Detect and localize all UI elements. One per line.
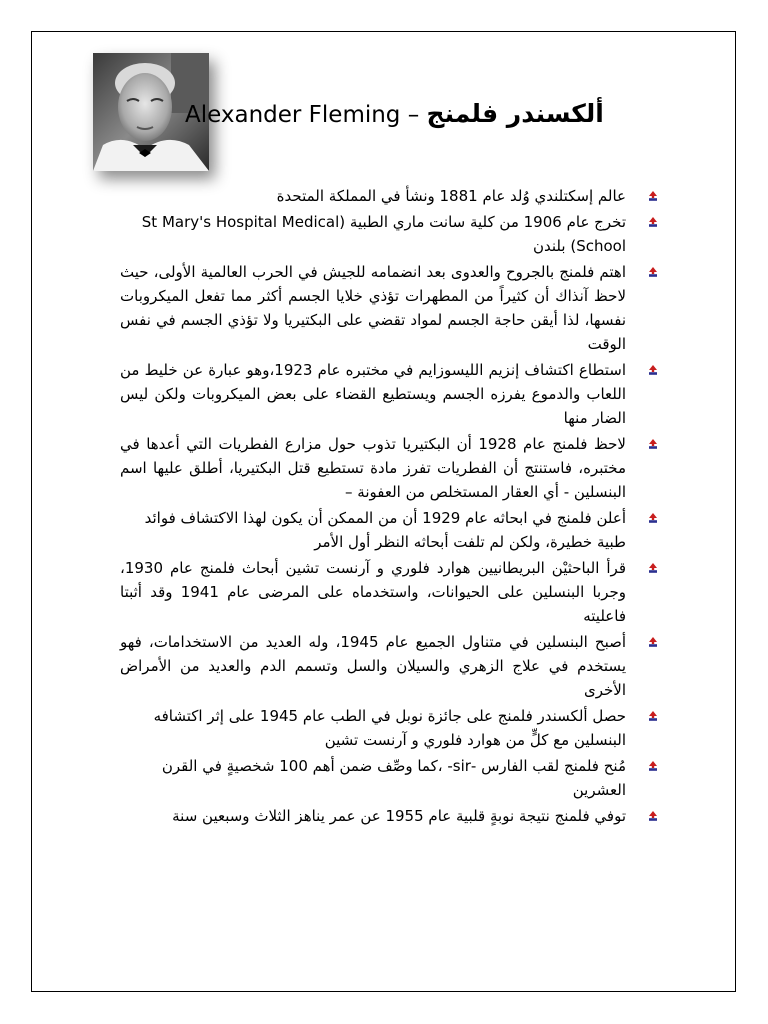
list-item <box>120 754 668 802</box>
arrow-bullet-icon <box>648 267 658 277</box>
list-item-text: تخرج عام 1906 من كلية سانت ماري الطبية (St Mary's Hospital Medical School) بلندن <box>141 213 626 255</box>
title-separator: – <box>400 102 427 128</box>
list-item-text: لاحظ فلمنج عام 1928 أن البكتيريا تذوب حول مزارع الفطريات التي أعدها في مختبره، فاستنتج أن الفطريات تفرز مادة تستطيع قتل البكتيريا، أطلق عليها اسم البنسلين - أي العقار المستخلص من العفونة – <box>120 435 626 501</box>
list-item-text: اهتم فلمنج بالجروح والعدوى بعد انضمامه للجيش في الحرب العالمية الأولى، حيث لاحظ آنذاك أن كثيراً من المطهرات تؤذي خلايا الجسم أكثر مما تفعل الميكروبات نفسها، لذا أيقن حاجة الجسم لمواد تقضي على البكتيريا ولا تؤذي الجسم في نفس الوقت <box>120 263 626 353</box>
arrow-bullet-icon <box>648 761 658 771</box>
title-latin: Alexander Fleming <box>185 102 401 128</box>
list-item <box>120 432 668 504</box>
arrow-bullet-icon <box>648 637 658 647</box>
list-item-text: أصبح البنسلين في متناول الجميع عام 1945، وله العديد من الاستخدامات، فهو يستخدم في علاج الزهري والسيلان والسل وتسمم الدم والعديد من الأمراض الأخرى <box>120 633 627 699</box>
list-item <box>120 556 668 628</box>
list-item <box>120 210 668 258</box>
list-item-text: توفي فلمنج نتيجة نوبةٍ قلبية عام 1955 عن عمر يناهز الثلاث وسبعين سنة <box>172 807 626 825</box>
list-item-text: أعلن فلمنج في ابحاثه عام 1929 أن من الممكن أن يكون لهذا الاكتشاف فوائد طبية خطيرة، ولكن لم تلفت أبحاثه النظر أول الأمر <box>144 509 626 551</box>
arrow-bullet-icon <box>648 513 658 523</box>
arrow-bullet-icon <box>648 811 658 821</box>
list-item <box>120 260 668 356</box>
arrow-bullet-icon <box>648 563 658 573</box>
list-item-text: قرأ الباحثيْن البريطانيين هوارد فلوري و آرنست تشين أبحاث فلمنج عام 1930، وجربا البنسلين على الحيوانات، واستخدماه على المرضى عام 1941 وقد أثبتا فاعليته <box>120 559 626 625</box>
arrow-bullet-icon <box>648 191 658 201</box>
list-item <box>120 630 668 702</box>
list-item-text: حصل ألكسندر فلمنج على جائزة نوبل في الطب عام 1945 على إثر اكتشافه البنسلين مع كلٍّ من هوارد فلوري و آرنست تشين <box>153 707 626 749</box>
bullet-list <box>120 184 668 830</box>
arrow-bullet-icon <box>648 217 658 227</box>
list-item <box>120 184 668 208</box>
list-item <box>120 804 668 828</box>
list-item-text: عالم إسكتلندي وُلد عام 1881 ونشأ في المملكة المتحدة <box>276 187 626 205</box>
arrow-bullet-icon <box>648 439 658 449</box>
title-arabic: ألكسندر فلمنج <box>426 99 604 128</box>
list-item <box>120 704 668 752</box>
list-item-text: مُنح فلمنج لقب الفارس -sir- ،كما وصِّف ضمن أهم 100 شخصيةٍ في القرن العشرين <box>161 757 626 799</box>
list-item <box>120 358 668 430</box>
list-item-text: استطاع اكتشاف إنزيم الليسوزايم في مختبره عام 1923،وهو عبارة عن خليط من اللعاب والدموع يفرزه الجسم ويستطيع القضاء على بعض الميكروبات ولكن ليس الضار منها <box>120 361 626 427</box>
list-item <box>120 506 668 554</box>
arrow-bullet-icon <box>648 711 658 721</box>
page-title <box>185 96 655 136</box>
arrow-bullet-icon <box>648 365 658 375</box>
